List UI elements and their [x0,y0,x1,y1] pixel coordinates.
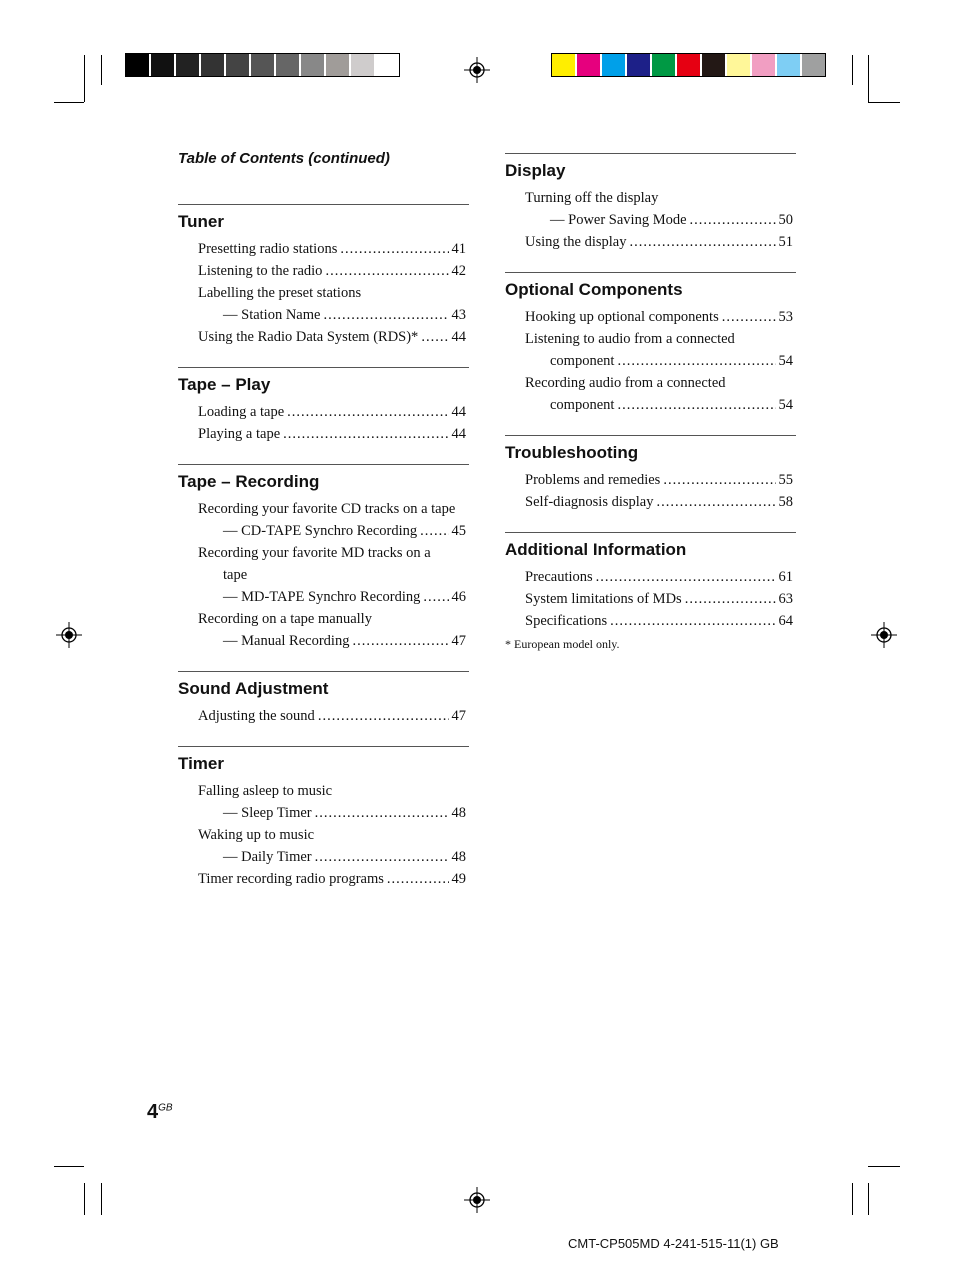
dot-leader [656,492,775,512]
toc-page-number: 44 [451,329,466,345]
toc-entry[interactable] [525,210,793,230]
toc-entry-text: Using the display [525,234,627,250]
toc-section [178,746,469,889]
section-heading: Tuner [178,212,224,231]
toc-entry-text: System limitations of MDs [525,591,682,607]
crop-mark [852,1183,853,1215]
toc-page-number: 58 [778,494,793,510]
color-swatch [276,54,301,76]
color-swatch [326,54,351,76]
toc-entry[interactable] [198,543,466,563]
toc-entry-text: Listening to audio from a connected [525,331,735,347]
dot-leader [610,611,775,631]
toc-page-number: 63 [778,591,793,607]
registration-mark-icon [56,622,82,648]
toc-entry[interactable] [198,587,466,607]
toc-entry-text: — CD-TAPE Synchro Recording [223,523,418,539]
toc-entry-text: Loading a tape [198,404,285,420]
toc-entries [505,470,796,512]
toc-page-number: 44 [451,404,466,420]
toc-entry-text: Recording on a tape manually [198,611,372,627]
toc-entry-text: — Sleep Timer [223,805,312,821]
color-swatch [652,54,677,76]
toc-section [505,272,796,415]
page-number-value: 4 [147,1101,159,1123]
toc-entry[interactable] [198,327,466,347]
toc-section [178,204,469,347]
color-swatch [552,54,577,76]
toc-entries [178,706,469,726]
toc-entry-text: Labelling the preset stations [198,285,362,301]
dot-leader [387,869,449,889]
toc-entry[interactable] [525,232,793,252]
crop-mark [868,55,869,102]
toc-entries [505,188,796,252]
page-number [147,1101,173,1124]
registration-mark-icon [464,57,490,83]
color-swatch [351,54,376,76]
toc-entry[interactable] [525,589,793,609]
right-column [505,153,796,652]
crop-mark [84,55,85,102]
toc-entry-text: Using the Radio Data System (RDS)* [198,329,419,345]
color-swatch [151,54,176,76]
page-number-suffix: GB [158,1102,173,1114]
dot-leader [423,587,448,607]
toc-entry[interactable] [525,470,793,490]
dot-leader [421,327,448,347]
color-swatch [802,54,825,76]
page-title: Table of Contents (continued) [178,150,390,167]
toc-entry-text: Presetting radio stations [198,241,338,257]
toc-entry[interactable] [525,188,793,208]
dot-leader [323,305,448,325]
dot-leader [722,307,776,327]
toc-entry-text: Problems and remedies [525,472,661,488]
dot-leader [630,232,776,252]
toc-page-number: 43 [451,307,466,323]
footnote: * European model only. [505,637,620,651]
toc-entry[interactable] [525,307,793,327]
toc-entry-text: component [550,353,615,369]
toc-section [178,367,469,444]
registration-mark-icon [871,622,897,648]
toc-page-number: 64 [778,613,793,629]
section-heading: Troubleshooting [505,443,639,462]
toc-page-number: 48 [451,849,466,865]
toc-entry-text: Recording audio from a connected [525,375,726,391]
toc-entry[interactable] [198,706,466,726]
model-code: CMT-CP505MD 4-241-515-11(1) GB [568,1236,779,1251]
toc-entry-text: Playing a tape [198,426,281,442]
cmyk-color-bar [551,53,826,77]
toc-entry-text: Turning off the display [525,190,659,206]
toc-entry[interactable] [525,611,793,631]
toc-entry[interactable] [525,492,793,512]
grayscale-color-bar [125,53,400,77]
color-swatch [176,54,201,76]
toc-entry-text: Falling asleep to music [198,783,333,799]
toc-page-number: 47 [451,708,466,724]
dot-leader [663,470,775,490]
toc-page-number: 54 [778,397,793,413]
color-swatch [126,54,151,76]
toc-entry[interactable] [198,781,466,801]
toc-section [505,532,796,631]
toc-entry[interactable] [198,825,466,845]
color-swatch [301,54,326,76]
crop-mark [54,1166,84,1167]
toc-entry-text: — Daily Timer [223,849,312,865]
toc-entry-text: Timer recording radio programs [198,871,384,887]
toc-entry[interactable] [198,521,466,541]
color-swatch [577,54,602,76]
toc-page-number: 48 [451,805,466,821]
toc-entry[interactable] [525,329,793,349]
color-swatch [777,54,802,76]
dot-leader [283,424,448,444]
section-heading: Optional Components [505,280,683,299]
toc-entry-text: — Manual Recording [223,633,350,649]
toc-entry[interactable] [198,239,466,259]
toc-entry[interactable] [198,609,466,629]
toc-page-number: 53 [778,309,793,325]
toc-entry[interactable] [198,565,466,585]
toc-entry[interactable] [198,869,466,889]
color-swatch [201,54,226,76]
dot-leader [315,803,449,823]
color-swatch [627,54,652,76]
section-heading: Tape – Recording [178,472,320,491]
color-swatch [251,54,276,76]
dot-leader [318,706,449,726]
toc-entry[interactable] [198,283,466,303]
toc-section [505,435,796,512]
section-heading: Sound Adjustment [178,679,329,698]
crop-mark [852,55,853,85]
toc-entry-text: — Power Saving Mode [550,212,687,228]
toc-entry-text: Waking up to music [198,827,315,843]
crop-mark [101,55,102,85]
toc-entry[interactable] [198,847,466,867]
toc-entry-text: Specifications [525,613,608,629]
toc-entries [505,567,796,631]
color-swatch [602,54,627,76]
toc-page-number: 42 [451,263,466,279]
toc-entry-text: Recording your favorite CD tracks on a tape [198,501,456,517]
section-heading: Additional Information [505,540,687,559]
toc-page-number: 54 [778,353,793,369]
toc-entry-text: Listening to the radio [198,263,323,279]
toc-entry-text: component [550,397,615,413]
toc-entry-text: Self-diagnosis display [525,494,654,510]
toc-entry[interactable] [198,499,466,519]
crop-mark [868,1166,900,1167]
dot-leader [325,261,448,281]
toc-page-number: 55 [778,472,793,488]
section-heading: Display [505,161,566,180]
toc-page-number: 61 [778,569,793,585]
toc-entry-text: Precautions [525,569,593,585]
toc-entries [505,307,796,415]
registration-mark-icon [464,1187,490,1213]
crop-mark [54,102,84,103]
toc-entries [178,402,469,444]
toc-page-number: 44 [451,426,466,442]
toc-entry-text: Recording your favorite MD tracks on a [198,545,431,561]
toc-entry-text: — Station Name [223,307,321,323]
section-heading: Timer [178,754,224,773]
toc-entry[interactable] [198,424,466,444]
color-swatch [752,54,777,76]
dot-leader [340,239,448,259]
toc-entries [178,781,469,889]
dot-leader [315,847,449,867]
left-column [178,204,469,891]
toc-entry[interactable] [198,305,466,325]
dot-leader [287,402,448,422]
toc-entry[interactable] [525,351,793,371]
toc-entry-text: tape [223,567,248,583]
toc-entry-text: Hooking up optional components [525,309,719,325]
dot-leader [617,351,775,371]
crop-mark [868,102,900,103]
dot-leader [352,631,448,651]
color-swatch [677,54,702,76]
dot-leader [690,210,776,230]
toc-entry-text: — MD-TAPE Synchro Recording [223,589,421,605]
toc-section [178,671,469,726]
color-swatch [702,54,727,76]
toc-entry[interactable] [198,803,466,823]
toc-page-number: 49 [451,871,466,887]
color-swatch [376,54,399,76]
color-swatch [226,54,251,76]
toc-entry-text: Adjusting the sound [198,708,315,724]
color-swatch [727,54,752,76]
toc-entry[interactable] [198,261,466,281]
toc-page-number: 47 [451,633,466,649]
toc-page-number: 45 [451,523,466,539]
crop-mark [84,1183,85,1215]
toc-entry[interactable] [198,631,466,651]
toc-entries [178,239,469,347]
crop-mark [101,1183,102,1215]
crop-mark [868,1183,869,1215]
toc-entry[interactable] [198,402,466,422]
toc-entry[interactable] [525,567,793,587]
toc-entries [178,499,469,651]
toc-entry[interactable] [525,373,793,393]
toc-page-number: 41 [451,241,466,257]
toc-page-number: 50 [778,212,793,228]
toc-page-number: 46 [451,589,466,605]
toc-section [178,464,469,651]
dot-leader [596,567,776,587]
dot-leader [685,589,776,609]
toc-page-number: 51 [778,234,793,250]
toc-entry[interactable] [525,395,793,415]
section-heading: Tape – Play [178,375,271,394]
dot-leader [617,395,775,415]
toc-section [505,153,796,252]
dot-leader [420,521,448,541]
